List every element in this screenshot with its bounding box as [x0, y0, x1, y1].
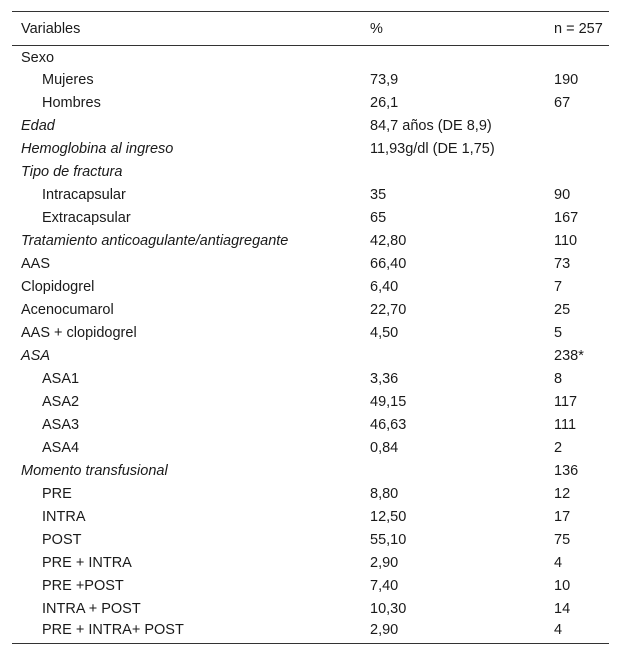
table-row — [12, 414, 609, 437]
table-row — [12, 368, 609, 391]
table-row — [12, 437, 609, 460]
cell-percent — [361, 460, 545, 483]
cell-variable: ASA4 — [42, 440, 80, 456]
cell-percent: 11,93g/dl (DE 1,75) — [370, 141, 495, 157]
cell-n: 190 — [554, 72, 579, 88]
cell-variable: Edad — [21, 118, 55, 134]
header-variables: Variables — [21, 20, 81, 37]
cell-variable: PRE + INTRA — [42, 555, 132, 571]
cell-n: 5 — [554, 325, 563, 341]
cell-variable: Tratamiento anticoagulante/antiagregante — [21, 233, 289, 249]
cell-n: 90 — [554, 187, 571, 203]
table-row — [12, 460, 609, 483]
table-header — [12, 12, 609, 46]
cell-percent: 8,80 — [370, 486, 399, 502]
table-row — [12, 161, 609, 184]
cell-n: 238* — [554, 348, 584, 364]
header-row — [12, 12, 609, 46]
cell-variable: ASA2 — [42, 394, 80, 410]
cell-n: 110 — [554, 233, 578, 249]
cell-variable: Hemoglobina al ingreso — [21, 141, 174, 157]
data-table-container — [12, 11, 609, 644]
cell-percent: 66,40 — [370, 256, 407, 272]
cell-n: 7 — [554, 279, 563, 295]
cell-n: 75 — [554, 532, 571, 548]
cell-n — [545, 161, 609, 184]
cell-variable: INTRA + POST — [42, 601, 141, 617]
table-row — [12, 276, 609, 299]
table-row — [12, 598, 609, 621]
table-row — [12, 552, 609, 575]
cell-variable: Extracapsular — [42, 210, 131, 226]
cell-percent: 42,80 — [370, 233, 407, 249]
cell-percent: 2,90 — [370, 555, 399, 571]
cell-percent: 46,63 — [370, 417, 407, 433]
cell-percent: 26,1 — [370, 95, 399, 111]
cell-n: 111 — [554, 417, 577, 433]
table-row — [12, 230, 609, 253]
cell-percent: 49,15 — [370, 394, 407, 410]
cell-variable: Tipo de fractura — [21, 164, 123, 180]
table-body — [12, 46, 609, 644]
variables-table — [12, 11, 609, 644]
table-row — [12, 253, 609, 276]
cell-percent: 4,50 — [370, 325, 399, 341]
table-row — [12, 621, 609, 644]
cell-variable: PRE + INTRA+ POST — [42, 621, 184, 638]
cell-n: 2 — [554, 440, 563, 456]
cell-variable: Sexo — [21, 49, 55, 66]
table-row — [12, 322, 609, 345]
cell-percent — [361, 46, 545, 69]
cell-n: 17 — [554, 509, 571, 525]
cell-n: 117 — [554, 394, 578, 410]
cell-percent — [361, 345, 545, 368]
cell-variable: PRE — [42, 486, 72, 502]
cell-variable: Hombres — [42, 95, 101, 111]
cell-percent: 35 — [370, 187, 387, 203]
table-row — [12, 115, 609, 138]
cell-n: 8 — [554, 371, 563, 387]
header-percent: % — [370, 20, 383, 37]
table-row — [12, 575, 609, 598]
table-row — [12, 92, 609, 115]
cell-percent — [361, 161, 545, 184]
cell-n — [545, 46, 609, 69]
cell-n: 4 — [554, 621, 563, 638]
cell-n: 136 — [554, 463, 579, 479]
cell-variable: POST — [42, 532, 82, 548]
table-row — [12, 391, 609, 414]
cell-percent: 3,36 — [370, 371, 399, 387]
cell-percent: 2,90 — [370, 621, 399, 638]
cell-n: 10 — [554, 578, 571, 594]
cell-variable: Intracapsular — [42, 187, 126, 203]
table-row — [12, 299, 609, 322]
cell-percent: 55,10 — [370, 532, 407, 548]
cell-n: 4 — [554, 555, 563, 571]
cell-percent: 10,30 — [370, 601, 407, 617]
table-row — [12, 46, 609, 69]
cell-percent: 73,9 — [370, 72, 399, 88]
cell-n: 14 — [554, 601, 571, 617]
cell-n: 73 — [554, 256, 571, 272]
cell-n: 67 — [554, 95, 571, 111]
cell-variable: Clopidogrel — [21, 279, 95, 295]
table-row — [12, 345, 609, 368]
header-n: n = 257 — [554, 20, 603, 37]
table-row — [12, 483, 609, 506]
cell-n — [545, 138, 609, 161]
cell-percent: 65 — [370, 210, 387, 226]
cell-variable: Mujeres — [42, 72, 94, 88]
cell-variable: ASA — [21, 348, 51, 364]
cell-variable: AAS — [21, 256, 51, 272]
table-row — [12, 184, 609, 207]
cell-percent: 12,50 — [370, 509, 407, 525]
table-row — [12, 138, 609, 161]
cell-variable: Acenocumarol — [21, 302, 114, 318]
cell-variable: ASA1 — [42, 371, 80, 387]
cell-n: 167 — [554, 210, 579, 226]
table-row — [12, 207, 609, 230]
cell-percent: 6,40 — [370, 279, 399, 295]
cell-percent: 22,70 — [370, 302, 407, 318]
cell-variable: Momento transfusional — [21, 463, 168, 479]
cell-n: 25 — [554, 302, 571, 318]
cell-variable: PRE +POST — [42, 578, 124, 594]
cell-percent: 7,40 — [370, 578, 399, 594]
cell-n: 12 — [554, 486, 571, 502]
table-row — [12, 529, 609, 552]
cell-variable: ASA3 — [42, 417, 80, 433]
cell-n — [545, 115, 609, 138]
table-row — [12, 506, 609, 529]
cell-percent: 84,7 años (DE 8,9) — [370, 118, 492, 134]
cell-variable: INTRA — [42, 509, 86, 525]
cell-variable: AAS + clopidogrel — [21, 325, 137, 341]
cell-percent: 0,84 — [370, 440, 399, 456]
table-row — [12, 69, 609, 92]
